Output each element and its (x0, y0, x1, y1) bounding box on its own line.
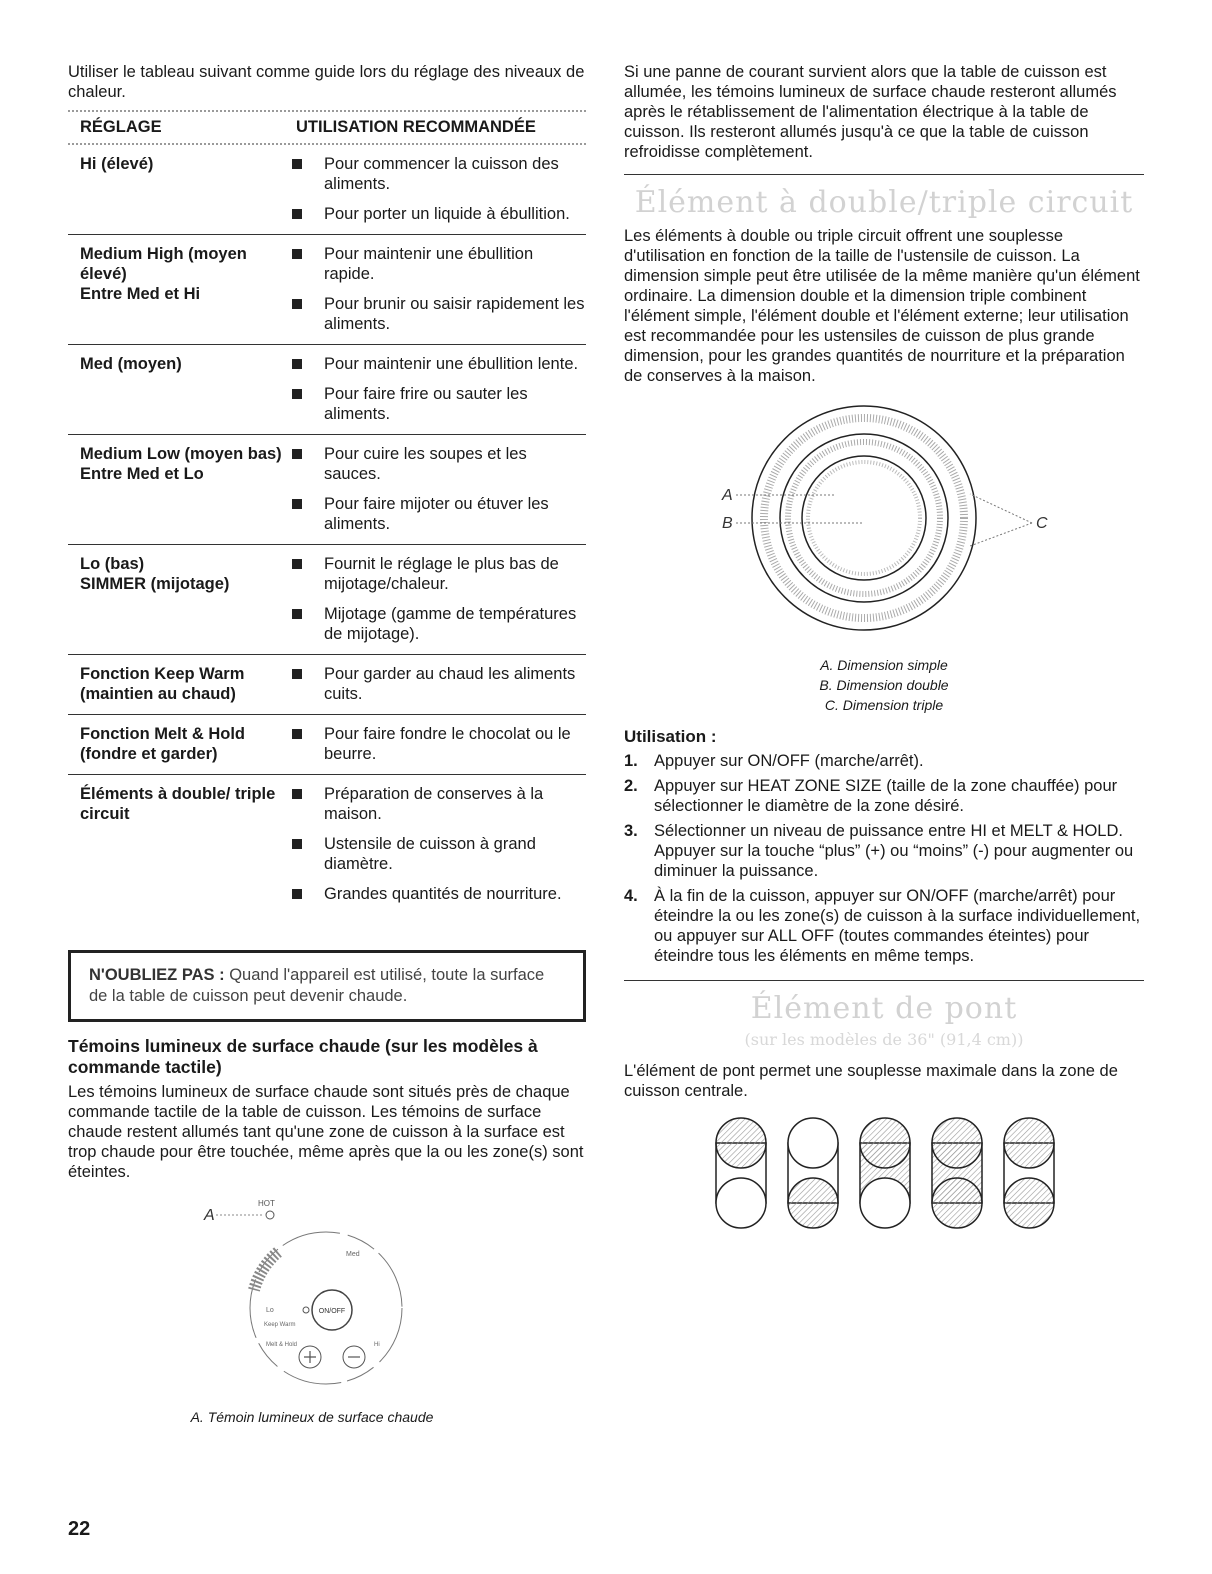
lo-label: Lo (266, 1307, 274, 1314)
step-text: À la fin de la cuisson, appuyer sur ON/OFF (marche/arrêt) pour éteindre la ou les zone(s) de cuisson à la surface individuellement, ou appuyer sur ALL OFF (toutes commandes éteintes) pour éteindre tous les éléments en même temps. (654, 887, 1141, 965)
label-c: C (1036, 515, 1048, 532)
table-row (68, 145, 586, 234)
hot-lights-title: Témoins lumineux de surface chaude (sur les modèles à commande tactile) (68, 1036, 538, 1077)
section-rule-1 (624, 174, 1144, 175)
bullet-icon (292, 609, 302, 619)
step-number: 1. (624, 752, 638, 770)
bullet-icon (292, 299, 302, 309)
usage-text: Grandes quantités de nourriture. (324, 885, 562, 903)
bullet-icon (292, 729, 302, 739)
usage-text: Préparation de conserves à la maison. (324, 785, 544, 823)
table-row (68, 714, 586, 774)
setting-cell (80, 784, 286, 904)
usage-item (286, 664, 586, 704)
double-triple-body: Les éléments à double ou triple circuit offrent une souplesse d'utilisation en fonction de la taille de l'ustensile de cuisson. La dimension simple peut être utilisée de la même manière qu'un élément ordinaire. La dimension double et la dimension triple combinent l'élément simple, l'élément double et l'élément externe; leur utilisation est recommandée pour les ustensiles de cuisson de plus grande dimension, pour les grandes quantités de nourriture et la préparation de conserves à la maison. (624, 227, 1140, 385)
label-a: A (722, 487, 733, 504)
bridge-config-3 (860, 1118, 910, 1228)
usage-item (286, 604, 586, 644)
usage-item (286, 494, 586, 534)
setting-cell (80, 664, 286, 704)
step-number: 4. (624, 887, 638, 905)
bullet-icon (292, 839, 302, 849)
usage-steps (624, 751, 1144, 966)
usage-text: Pour porter un liquide à ébullition. (324, 205, 570, 223)
step-text: Appuyer sur ON/OFF (marche/arrêt). (654, 752, 924, 770)
left-column (68, 62, 586, 1427)
setting-cell (80, 444, 286, 534)
usage-item (286, 244, 586, 284)
right-column (624, 62, 1144, 1260)
single-ring (802, 456, 926, 580)
setting-label: Entre Med et Hi (80, 285, 201, 303)
hot-light-caption: A. Témoin lumineux de surface chaude (190, 1409, 434, 1425)
knob-indicator-dot (303, 1307, 309, 1313)
usage-text: Pour maintenir une ébullition rapide. (324, 245, 534, 283)
usage-text: Fournit le réglage le plus bas de mijotage/chaleur. (324, 555, 559, 593)
bridge-subtitle: (sur les modèles de 36" (91,4 cm)) (744, 1030, 1024, 1049)
reminder-label: N'OUBLIEZ PAS : (89, 966, 225, 984)
usage-item (286, 784, 586, 824)
usage-cell (286, 154, 586, 224)
hot-label: HOT (258, 1199, 275, 1208)
element-circles-diagram (624, 396, 1144, 646)
usage-cell (286, 784, 586, 904)
usage-cell (286, 724, 586, 764)
setting-label: Éléments à double/ triple circuit (80, 785, 276, 823)
bridge-config-4 (932, 1118, 982, 1228)
step-number: 3. (624, 822, 638, 840)
hot-marker-label: A (204, 1207, 215, 1224)
bullet-icon (292, 449, 302, 459)
usage-text: Pour faire mijoter ou étuver les aliments. (324, 495, 549, 533)
bridge-config-2 (788, 1118, 838, 1228)
leader-c-2 (970, 523, 1032, 546)
bridge-body: L'élément de pont permet une souplesse maximale dans la zone de cuisson centrale. (624, 1062, 1118, 1100)
setting-cell (80, 154, 286, 224)
usage-text: Ustensile de cuisson à grand diamètre. (324, 835, 536, 873)
med-label: Med (346, 1251, 360, 1258)
setting-label: Medium Low (moyen bas) (80, 445, 282, 463)
usage-text: Pour cuire les soupes et les sauces. (324, 445, 527, 483)
step-number: 2. (624, 777, 638, 795)
usage-item (286, 294, 586, 334)
caption-a: A. Dimension simple (820, 657, 948, 673)
double-triple-title: Élément à double/triple circuit (634, 185, 1134, 220)
table-row (68, 654, 586, 714)
reminder-text: Quand l'appareil est utilisé, toute la surface de la table de cuisson peut devenir chaude. (89, 966, 545, 1005)
usage-cell (286, 354, 586, 424)
caption-c: C. Dimension triple (824, 697, 944, 713)
usage-item (286, 834, 586, 874)
usage-text: Pour maintenir une ébullition lente. (324, 355, 579, 373)
setting-label: Med (moyen) (80, 355, 182, 373)
setting-label: Entre Med et Lo (80, 465, 204, 483)
usage-item (286, 354, 586, 374)
intro-text: Utiliser le tableau suivant comme guide lors du réglage des niveaux de chaleur. (68, 63, 585, 101)
bullet-icon (292, 669, 302, 679)
usage-text: Pour brunir ou saisir rapidement les aliments. (324, 295, 585, 333)
bullet-icon (292, 499, 302, 509)
usage-item (286, 384, 586, 424)
on-off-label: ON/OFF (318, 1308, 346, 1315)
usage-cell (286, 444, 586, 534)
usage-title: Utilisation : (624, 727, 717, 746)
power-failure-text: Si une panne de courant survient alors que la table de cuisson est allumée, les témoins lumineux de surface chaude resteront allumés après le rétablissement de l'alimentation électrique à la table de cuisson. Ils resteront allumés jusqu'à ce que la table de cuisson refroidisse complètement. (624, 63, 1117, 161)
bridge-title: Élément de pont (750, 991, 1018, 1026)
simmer-arc (254, 1252, 278, 1290)
single-ring-band (808, 462, 920, 574)
circle-captions (624, 655, 1144, 715)
usage-text: Pour faire frire ou sauter les aliments. (324, 385, 528, 423)
hot-indicator-light (266, 1211, 274, 1219)
usage-item (286, 204, 586, 224)
usage-text: Mijotage (gamme de températures de mijotage). (324, 605, 577, 643)
usage-text: Pour garder au chaud les aliments cuits. (324, 665, 576, 703)
setting-label: Hi (élevé) (80, 155, 154, 173)
usage-text: Pour faire fondre le chocolat ou le beurre. (324, 725, 571, 763)
bullet-icon (292, 559, 302, 569)
bullet-icon (292, 159, 302, 169)
setting-label: Fonction Melt & Hold (fondre et garder) (80, 725, 245, 763)
bullet-icon (292, 359, 302, 369)
setting-label: Fonction Keep Warm (maintien au chaud) (80, 665, 245, 703)
setting-label: Medium High (moyen élevé) (80, 245, 247, 283)
table-row (68, 774, 586, 914)
usage-step (624, 751, 1144, 771)
usage-step (624, 886, 1144, 966)
bullet-icon (292, 789, 302, 799)
section-rule-2 (624, 980, 1144, 981)
step-text: Sélectionner un niveau de puissance entre HI et MELT & HOLD. Appuyer sur la touche “plus” (+) ou “moins” (-) pour augmenter ou diminuer la puissance. (654, 822, 1134, 880)
usage-item (286, 154, 586, 194)
setting-cell (80, 554, 286, 644)
table-row (68, 344, 586, 434)
usage-item (286, 884, 586, 904)
caption-b: B. Dimension double (819, 677, 949, 693)
setting-cell (80, 244, 286, 334)
bridge-element-diagram (624, 1115, 1144, 1255)
header-usage: UTILISATION RECOMMANDÉE (296, 118, 536, 136)
plus-icon (304, 1351, 316, 1363)
setting-label: SIMMER (mijotage) (80, 575, 230, 593)
double-ring-outer (780, 434, 948, 602)
usage-step (624, 776, 1144, 816)
step-text: Appuyer sur HEAT ZONE SIZE (taille de la zone chauffée) pour sélectionner le diamètre de la zone désiré. (654, 777, 1118, 815)
usage-step (624, 821, 1144, 881)
page-number: 22 (68, 1518, 91, 1540)
table-row (68, 434, 586, 544)
usage-cell (286, 244, 586, 334)
usage-cell (286, 664, 586, 704)
leader-c-1 (970, 494, 1032, 523)
bridge-config-5 (1004, 1118, 1054, 1228)
label-b: B (722, 515, 733, 532)
bullet-icon (292, 389, 302, 399)
hot-lights-body: Les témoins lumineux de surface chaude sont situés près de chaque commande tactile de la table de cuisson. Les témoins de surface chaude restent allumés tant qu'une zone de cuisson à la surface est trop chaude pour être touchée, même après que la ou les zone(s) sont éteintes. (68, 1083, 584, 1181)
bridge-config-1 (716, 1118, 766, 1228)
melt-hold-label: Melt & Hold (266, 1342, 298, 1348)
settings-table (68, 145, 586, 914)
triple-ring-band (764, 418, 964, 618)
table-row (68, 544, 586, 654)
table-header (68, 112, 586, 143)
usage-item (286, 554, 586, 594)
setting-cell (80, 354, 286, 424)
double-ring-band (788, 442, 940, 594)
bullet-icon (292, 249, 302, 259)
keep-warm-label: Keep Warm (264, 1322, 296, 1328)
usage-item (286, 724, 586, 764)
usage-item (286, 444, 586, 484)
header-setting: RÉGLAGE (80, 118, 162, 136)
table-row (68, 234, 586, 344)
setting-label: Lo (bas) (80, 555, 145, 573)
control-knob-diagram (68, 1190, 586, 1400)
usage-text: Pour commencer la cuisson des aliments. (324, 155, 559, 193)
bullet-icon (292, 209, 302, 219)
hi-label: Hi (374, 1342, 380, 1348)
bullet-icon (292, 889, 302, 899)
setting-cell (80, 724, 286, 764)
usage-cell (286, 554, 586, 644)
reminder-box (68, 950, 586, 1022)
